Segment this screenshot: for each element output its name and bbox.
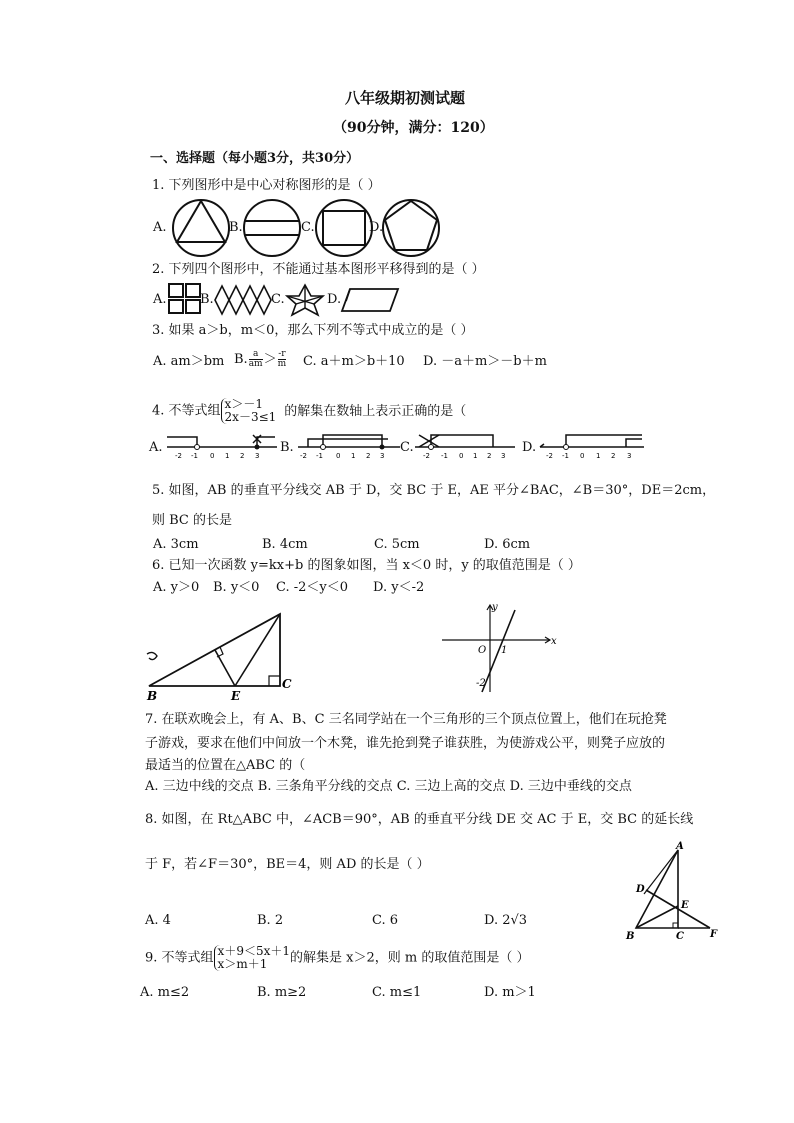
q4-numberline-b <box>296 425 404 461</box>
q5-option-b: B. 4cm <box>262 537 308 552</box>
q6-label-y: y <box>492 602 498 613</box>
q5-stem: 5. 如图，AB 的垂直平分线交 AB 于 D，交 BC 于 E，AE 平分∠BAC，∠B＝30°，DE＝2cm， <box>152 483 716 498</box>
q1-label-d: D. <box>369 220 384 235</box>
q6-graph-figure <box>440 600 560 695</box>
q1-label-c: C. <box>301 220 315 235</box>
q6-label-o: O <box>478 645 487 656</box>
q2-label-d: D. <box>327 292 342 307</box>
q4a-tick-0: 0 <box>210 452 215 460</box>
q4d-tick-0: 0 <box>580 452 585 460</box>
q6-option-a: A. y＞0 <box>153 580 200 595</box>
q4a-tick-m2: -2 <box>175 452 182 460</box>
sys-line-2: 2x－3≤1 <box>224 410 277 424</box>
q4-label-a: A. <box>149 440 163 455</box>
q7-options: A. 三边中线的交点 B. 三条角平分线的交点 C. 三边上高的交点 D. 三边中垂线的交点 <box>145 779 632 794</box>
q2-label-b: B. <box>200 292 214 307</box>
q4b-tick-1: 1 <box>351 452 356 460</box>
q8-label-f: F <box>710 929 718 940</box>
q1-figure-a <box>170 197 232 259</box>
q4d-tick-m2: -2 <box>546 452 553 460</box>
q4d-tick-1: 1 <box>596 452 601 460</box>
q4a-tick-1: 1 <box>225 452 230 460</box>
q9-stem <box>145 945 529 971</box>
q3-stem: 3. 如果 a＞b，m＜0，那么下列不等式中成立的是（ ） <box>152 323 474 338</box>
page-title: 八年级期初测试题 <box>345 89 466 107</box>
q5-option-d: D. 6cm <box>484 537 531 552</box>
q3-option-b-frac2 <box>278 350 287 369</box>
q6-option-c: C. -2＜y＜0 <box>276 580 349 595</box>
q1-figure-d <box>380 197 442 259</box>
q2-label-c: C. <box>271 292 285 307</box>
q4-stem-prefix: 4. 不等式组 <box>152 403 221 419</box>
q4-stem-suffix: 的解集在数轴上表示正确的是（ <box>284 403 467 419</box>
q8-label-d: D <box>636 884 645 895</box>
q5-label-c: C <box>282 677 292 691</box>
q1-label-a: A. <box>153 220 167 235</box>
q4-numberline-c <box>413 425 518 461</box>
q4c-tick-2: 2 <box>487 452 492 460</box>
q7-line1: 7. 在联欢晚会上，有 A、B、C 三名同学站在一个三角形的三个顶点位置上，他们在玩抢凳 <box>145 712 667 727</box>
q8-option-c: C. 6 <box>372 913 399 928</box>
q2-figure-b <box>214 285 272 315</box>
q4b-tick-3: 3 <box>380 452 385 460</box>
q8-label-a: A <box>676 841 684 852</box>
sys-line-1: x＋9＜5x＋1 <box>217 944 290 958</box>
q6-option-b: B. y＜0 <box>213 580 260 595</box>
q2-figure-a <box>168 283 202 315</box>
q2-stem: 2. 下列四个图形中，不能通过基本图形平移得到的是（ ） <box>152 262 485 277</box>
q3-option-b-gt: ＞ <box>263 352 277 367</box>
q8-line1: 8. 如图，在 Rt△ABC 中，∠ACB＝90°，AB 的垂直平分线 DE 交 AC 于 E，交 BC 的延长线 <box>145 812 694 827</box>
q8-option-d: D. 2√3 <box>484 913 528 928</box>
q8-label-b: B <box>626 931 635 942</box>
q4-label-c: C. <box>400 440 414 455</box>
q8-label-e: E <box>681 900 689 911</box>
q1-figure-c <box>313 197 375 259</box>
sys-line-1: x＞－1 <box>224 397 263 411</box>
q4b-tick-0: 0 <box>336 452 341 460</box>
q7-line2: 子游戏，要求在他们中间放一个木凳，谁先抢到凳子谁获胜，为使游戏公平，则凳子应放的 <box>145 736 666 751</box>
q9-stem-prefix: 9. 不等式组 <box>145 950 214 966</box>
q8-option-b: B. 2 <box>257 913 284 928</box>
q5-label-e: E <box>231 689 241 703</box>
q9-option-a: A. m≤2 <box>140 985 190 1000</box>
q3-option-b <box>234 350 287 369</box>
q2-figure-c <box>285 283 325 317</box>
q9-stem-suffix: 的解集是 x＞2，则 m 的取值范围是（ ） <box>290 950 530 966</box>
q4c-tick-m2: -2 <box>423 452 430 460</box>
q8-label-c: C <box>676 931 684 942</box>
frac-den: am <box>248 359 263 369</box>
q3-option-b-frac1 <box>249 350 263 369</box>
q9-system <box>214 945 290 971</box>
q6-label-1: 1 <box>501 645 508 656</box>
q3-option-c: C. a＋m＞b＋10 <box>303 354 405 369</box>
q4d-tick-2: 2 <box>611 452 616 460</box>
q4c-tick-3: 3 <box>501 452 506 460</box>
q5-label-b: B <box>147 689 158 703</box>
q4a-tick-m1: -1 <box>191 452 198 460</box>
q8-option-a: A. 4 <box>145 913 171 928</box>
q9-option-c: C. m≤1 <box>372 985 422 1000</box>
q4a-tick-3: 3 <box>255 452 260 460</box>
q4-label-b: B. <box>280 440 294 455</box>
q4b-tick-m1: -1 <box>316 452 323 460</box>
frac-num: a <box>249 350 263 360</box>
q4c-tick-0: 0 <box>459 452 464 460</box>
q5-option-c: C. 5cm <box>374 537 420 552</box>
q2-label-a: A. <box>153 292 167 307</box>
q4-stem <box>152 398 466 424</box>
q3-option-d: D. －a＋m＞－b＋m <box>423 354 547 369</box>
q3-option-a: A. am＞bm <box>153 354 225 369</box>
page-subtitle: （90分钟，满分：120） <box>333 120 494 136</box>
q5-stem2: 则 BC 的长是 <box>152 513 233 528</box>
q3-option-b-label: B. <box>234 352 248 367</box>
sys-line-2: x＞m＋1 <box>217 957 268 971</box>
q4-numberline-d <box>536 425 648 461</box>
frac-den: m <box>277 359 287 369</box>
q9-option-d: D. m＞1 <box>484 985 536 1000</box>
q4a-tick-2: 2 <box>240 452 245 460</box>
q4b-tick-2: 2 <box>366 452 371 460</box>
q1-label-b: B. <box>229 220 243 235</box>
q4-label-d: D. <box>522 440 537 455</box>
q1-stem: 1. 下列图形中是中心对称图形的是（ ） <box>152 178 381 193</box>
frac-num: -r <box>278 349 286 359</box>
q4c-tick-1: 1 <box>473 452 478 460</box>
q2-figure-d <box>340 285 400 315</box>
q9-option-b: B. m≥2 <box>257 985 307 1000</box>
q4b-tick-m2: -2 <box>300 452 307 460</box>
q5-triangle-figure <box>145 610 295 705</box>
q8-triangle-figure <box>622 840 722 945</box>
q4d-tick-m1: -1 <box>562 452 569 460</box>
q6-label-m2: -2 <box>476 678 486 689</box>
section-heading: 一、选择题（每小题3分，共30分） <box>150 151 360 166</box>
q5-option-a: A. 3cm <box>153 537 199 552</box>
q4-numberline-a <box>165 425 280 461</box>
q4d-tick-3: 3 <box>627 452 632 460</box>
q6-label-x: x <box>551 636 557 647</box>
q1-figure-b <box>241 197 303 259</box>
q7-line3: 最适当的位置在△ABC 的（ <box>145 758 306 773</box>
q4-system <box>221 398 277 424</box>
q6-option-d: D. y＜-2 <box>373 580 425 595</box>
q8-line2: 于 F，若∠F＝30°，BE＝4，则 AD 的长是（ ） <box>145 857 430 872</box>
q4c-tick-m1: -1 <box>441 452 448 460</box>
q6-stem: 6. 已知一次函数 y=kx+b 的图象如图，当 x＜0 时，y 的取值范围是（ ） <box>152 558 581 573</box>
